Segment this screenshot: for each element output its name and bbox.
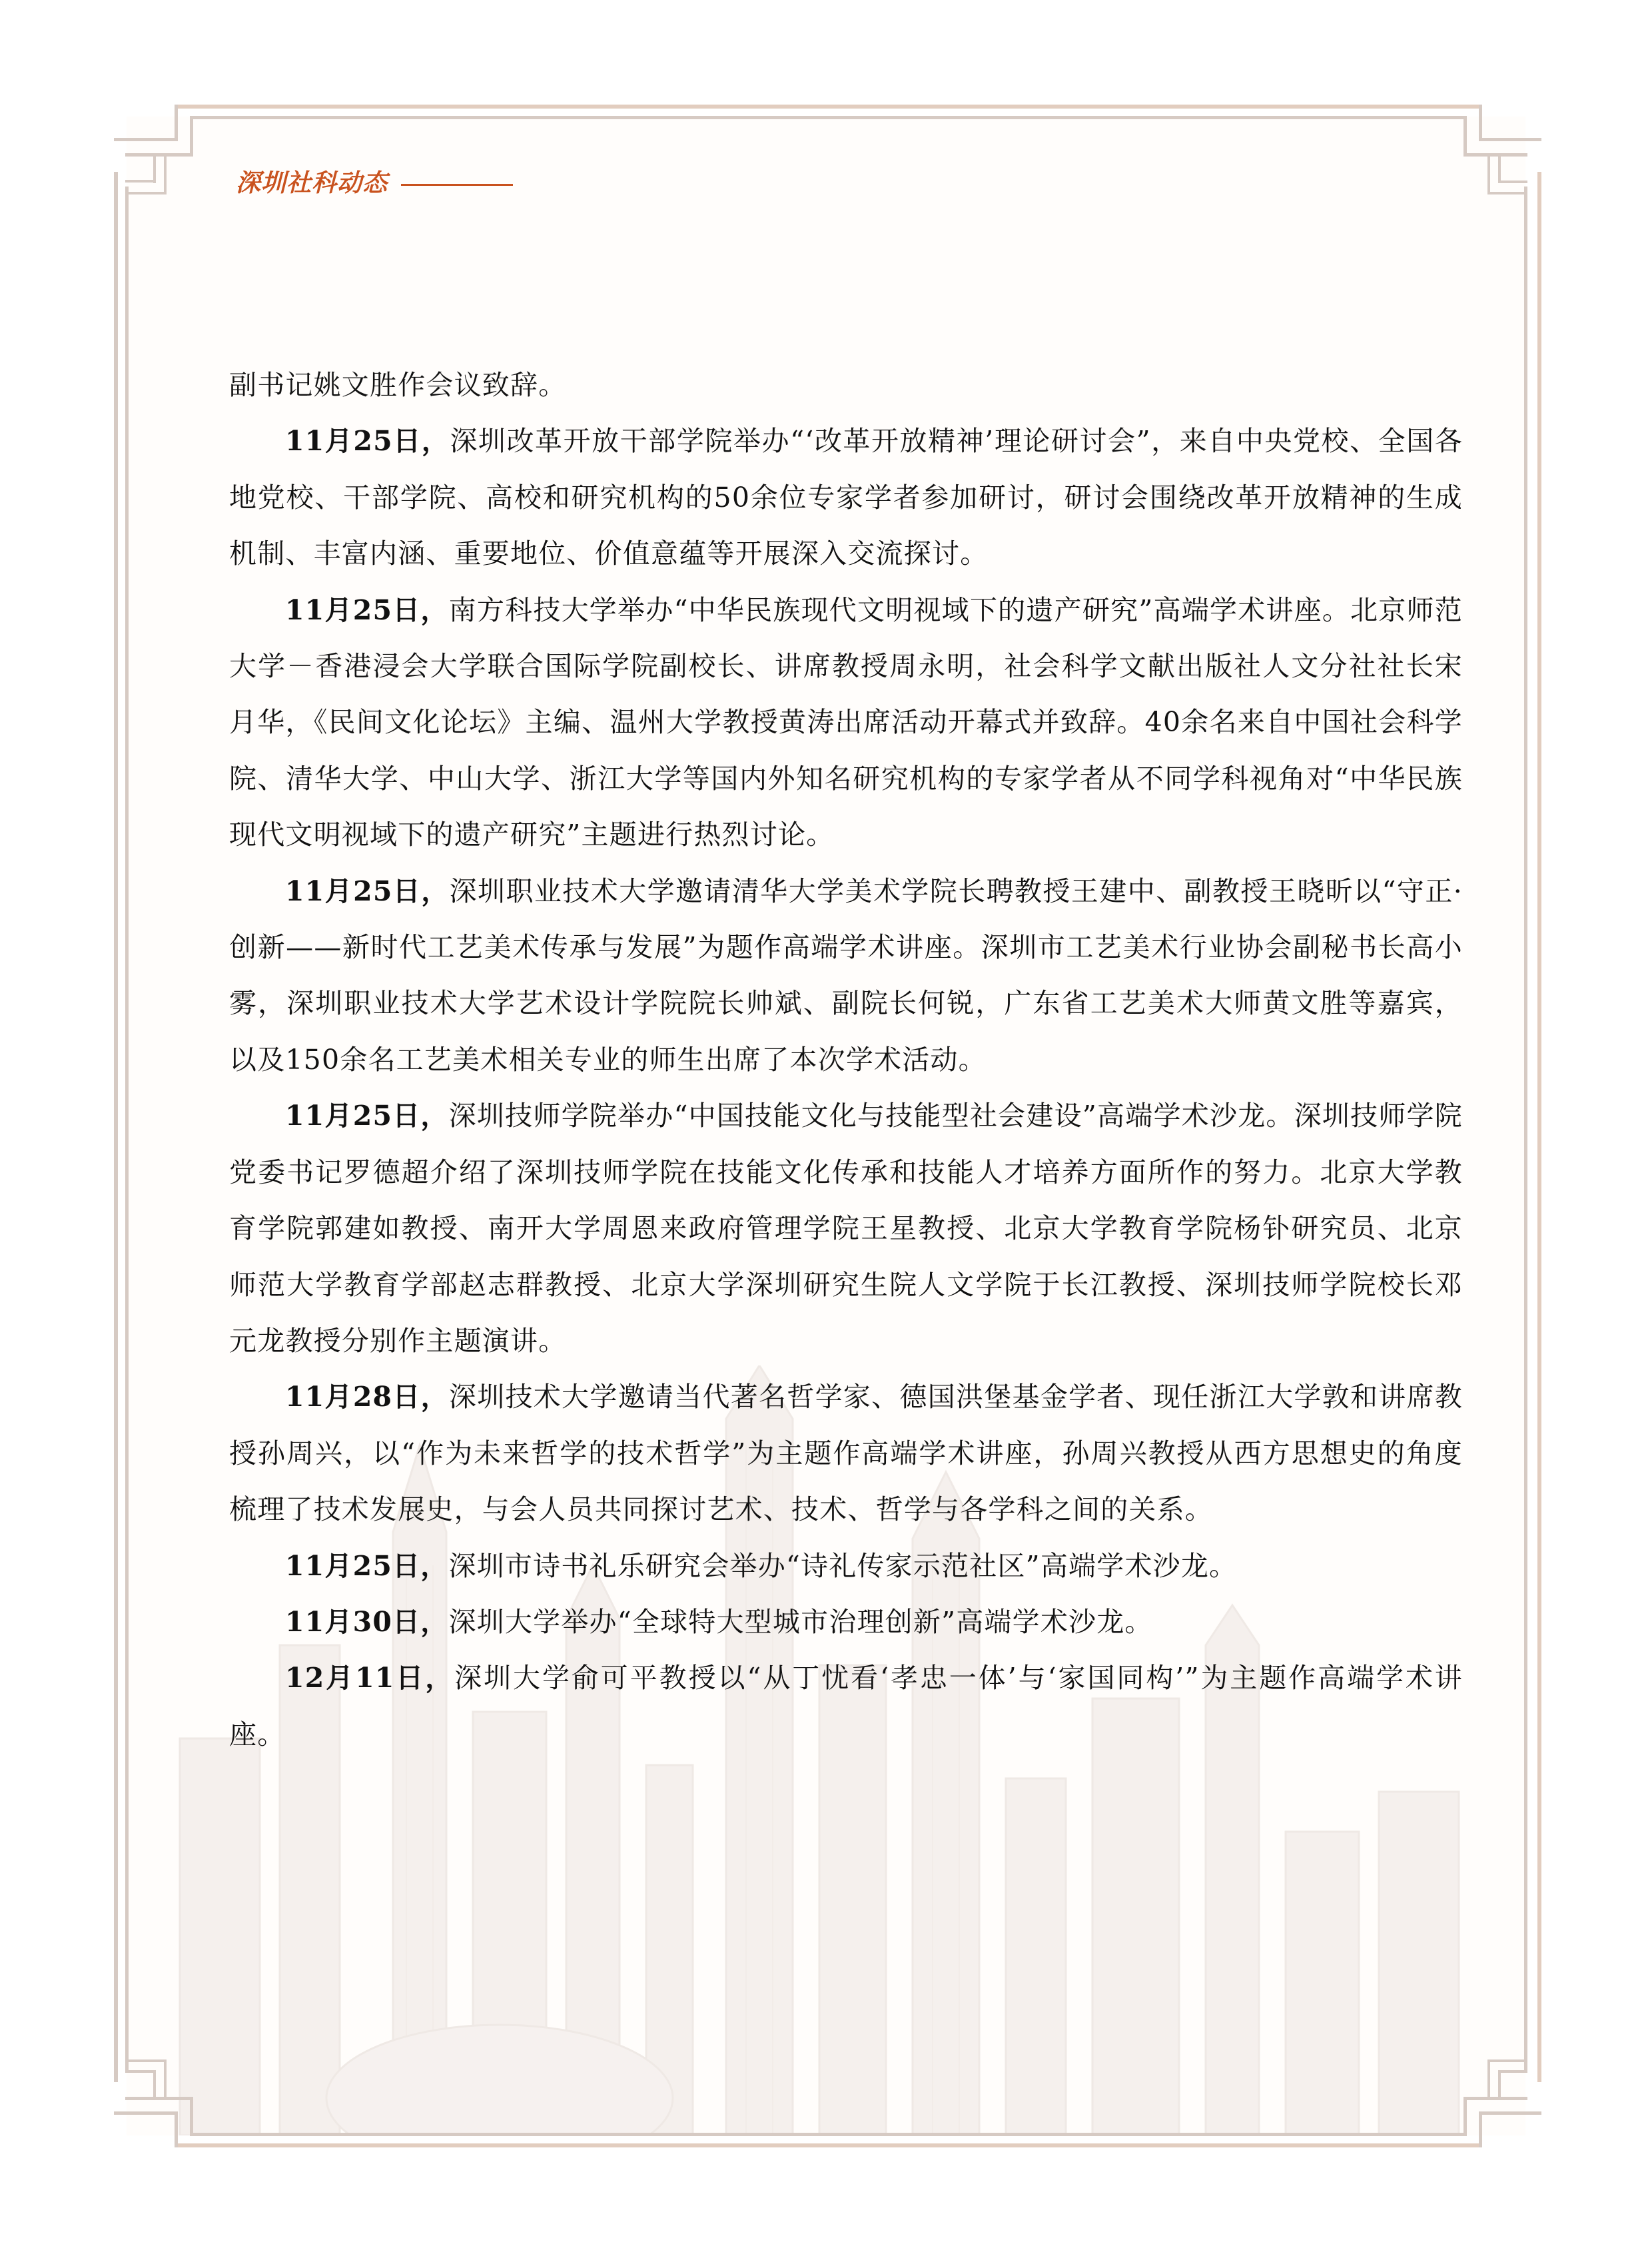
news-entry <box>229 1538 1463 1594</box>
entry-text: 深圳大学举办“全球特大型城市治理创新”高端学术沙龙。 <box>448 1605 1153 1638</box>
section-header <box>236 167 513 200</box>
news-entry <box>229 863 1463 1088</box>
news-entry <box>229 413 1463 581</box>
news-entry <box>229 1369 1463 1537</box>
entry-date: 12月11日， <box>285 1662 455 1694</box>
entry-text: 深圳技术大学邀请当代著名哲学家、德国洪堡基金学者、现任浙江大学敦和讲席教授孙周兴，以“作为未来哲学的技术哲学”为主题作高端学术讲座，孙周兴教授从西方思想史的角度梳理了技术发展史，与会人员共同探讨艺术、技术、哲学与各学科之间的关系。 <box>229 1381 1463 1526</box>
news-entry <box>229 1594 1463 1650</box>
entry-date: 11月25日， <box>285 1549 449 1582</box>
continuation-paragraph: 副书记姚文胜作会议致辞。 <box>229 369 567 401</box>
entry-text: 深圳大学俞可平教授以“从丁忧看‘孝忠一体’与‘家国同构’”为主题作高端学术讲座。 <box>229 1662 1463 1750</box>
entry-date: 11月25日， <box>285 875 450 907</box>
entry-date: 11月25日， <box>285 1100 449 1132</box>
entry-date: 11月25日， <box>285 425 450 458</box>
entry-date: 11月28日， <box>285 1381 449 1413</box>
entry-text: 深圳市诗书礼乐研究会举办“诗礼传家示范社区”高端学术沙龙。 <box>448 1549 1238 1582</box>
article-body <box>229 357 1463 1762</box>
entry-text: 深圳职业技术大学邀请清华大学美术学院长聘教授王建中、副教授王晓昕以“守正·创新——新时代工艺美术传承与发展”为题作高端学术讲座。深圳市工艺美术行业协会副秘书长高小雾，深圳职业技术大学艺术设计学院院长帅斌、副院长何锐，广东省工艺美术大师黄文胜等嘉宾，以及150余名工艺美术相关专业的师生出席了本次学术活动。 <box>229 875 1463 1076</box>
section-title: 深圳社科动态 <box>236 169 388 197</box>
entry-date: 11月30日， <box>285 1605 449 1638</box>
news-entry <box>229 1088 1463 1369</box>
entry-text: 深圳技师学院举办“中国技能文化与技能型社会建设”高端学术沙龙。深圳技师学院党委书记罗德超介绍了深圳技师学院在技能文化传承和技能人才培养方面所作的努力。北京大学教育学院郭建如教授、南开大学周恩来政府管理学院王星教授、北京大学教育学院杨钋研究员、北京师范大学教育学部赵志群教授、北京大学深圳研究生院人文学院于长江教授、深圳技师学院校长邓元龙教授分别作主题演讲。 <box>229 1100 1463 1357</box>
news-entry <box>229 1650 1463 1762</box>
header-divider <box>401 184 513 186</box>
news-entry <box>229 582 1463 863</box>
entry-date: 11月25日， <box>285 593 449 626</box>
entry-text: 深圳改革开放干部学院举办“‘改革开放精神’理论研讨会”，来自中央党校、全国各地党校、干部学院、高校和研究机构的50余位专家学者参加研讨，研讨会围绕改革开放精神的生成机制、丰富内涵、重要地位、价值意蕴等开展深入交流探讨。 <box>229 425 1463 570</box>
entry-text: 南方科技大学举办“中华民族现代文明视域下的遗产研究”高端学术讲座。北京师范大学－香港浸会大学联合国际学院副校长、讲席教授周永明，社会科学文献出版社人文分社社长宋月华，《民间文化论坛》主编、温州大学教授黄涛出席活动开幕式并致辞。40余名来自中国社会科学院、清华大学、中山大学、浙江大学等国内外知名研究机构的专家学者从不同学科视角对“中华民族现代文明视域下的遗产研究”主题进行热烈讨论。 <box>229 593 1463 851</box>
